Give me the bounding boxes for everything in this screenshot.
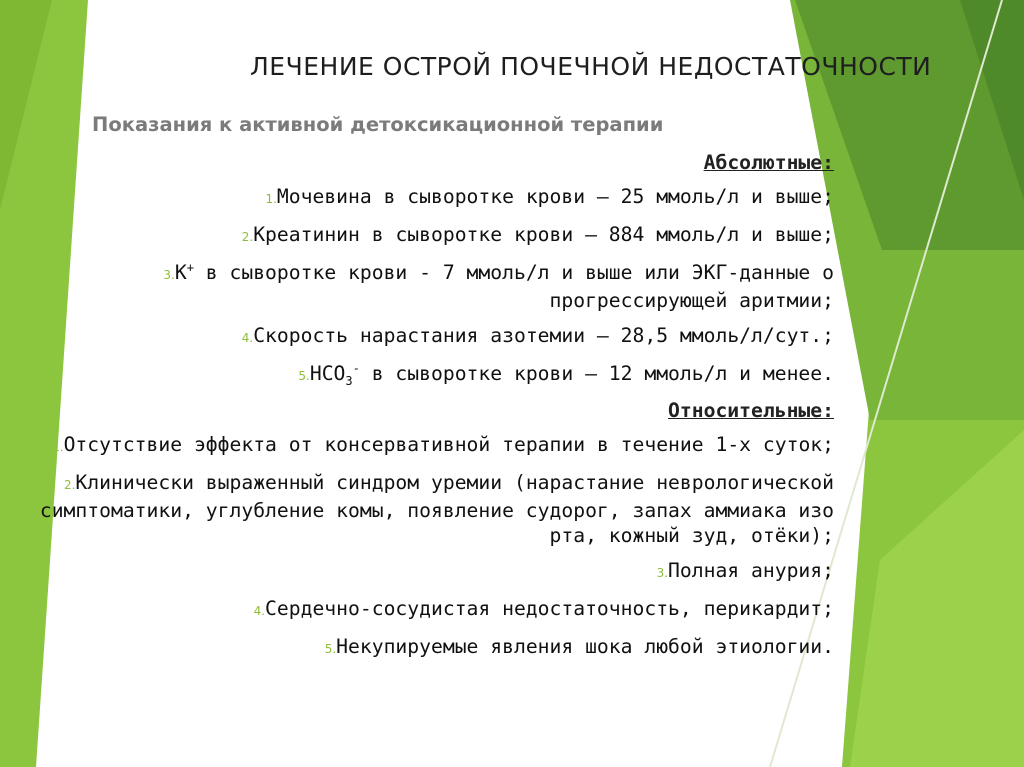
item-text: Некупируемые явления шока любой этиологии. [336, 635, 834, 658]
item-text: в сыворотке крови - 7 ммоль/л и выше или ЭКГ-данные о прогрессирующей аритмии; [193, 261, 834, 312]
list-item [0, 184, 834, 212]
item-text-prefix: К [174, 261, 187, 284]
list-item [0, 222, 834, 250]
absolute-heading: Абсолютные: [703, 151, 834, 174]
superscript: - [352, 361, 360, 376]
list-item [0, 596, 834, 624]
item-text: Скорость нарастания азотемии – 28,5 ммоль/л/сут.; [253, 324, 834, 347]
item-number: 2. [241, 230, 254, 244]
slide-title: ЛЕЧЕНИЕ ОСТРОЙ ПОЧЕЧНОЙ НЕДОСТАТОЧНОСТИ [250, 52, 932, 81]
list-item [0, 432, 834, 460]
item-text: Полная анурия; [668, 559, 834, 582]
superscript: + [186, 260, 194, 275]
item-number: 1. [52, 440, 64, 454]
item-text: Клинически выраженный синдром уремии (нарастание неврологической симптоматики, углубление комы, появление судорог, запах аммиака изо рта, кожный зуд, отёки); [39, 471, 834, 547]
item-number: 3. [163, 268, 175, 282]
list-item [0, 470, 834, 548]
item-text: в сыворотке крови – 12 ммоль/л и менее. [359, 362, 834, 385]
list-item [0, 634, 834, 662]
item-number: 1. [265, 192, 277, 206]
item-number: 4. [241, 331, 254, 345]
list-item [0, 558, 834, 586]
list-item [0, 260, 834, 313]
item-number: 2. [63, 478, 76, 492]
subscript: 3 [345, 373, 353, 388]
item-number: 4. [253, 604, 266, 618]
item-number: 3. [656, 566, 669, 580]
item-text-prefix: НСО [309, 362, 346, 385]
item-text: Отсутствие эффекта от консервативной терапии в течение 1-х суток; [63, 433, 834, 456]
list-item [0, 323, 834, 351]
item-text: Сердечно-сосудистая недостаточность, перикардит; [265, 597, 834, 620]
item-text: Мочевина в сыворотке крови – 25 ммоль/л и выше; [276, 185, 834, 208]
slide-subtitle: Показания к активной детоксикационной терапии [92, 113, 664, 136]
relative-heading: Относительные: [668, 399, 834, 422]
item-text: Креатинин в сыворотке крови – 884 ммоль/л и выше; [253, 223, 834, 246]
item-number: 5. [298, 369, 310, 383]
slide-content [0, 150, 834, 662]
list-item [0, 361, 834, 389]
item-number: 5. [324, 642, 337, 656]
